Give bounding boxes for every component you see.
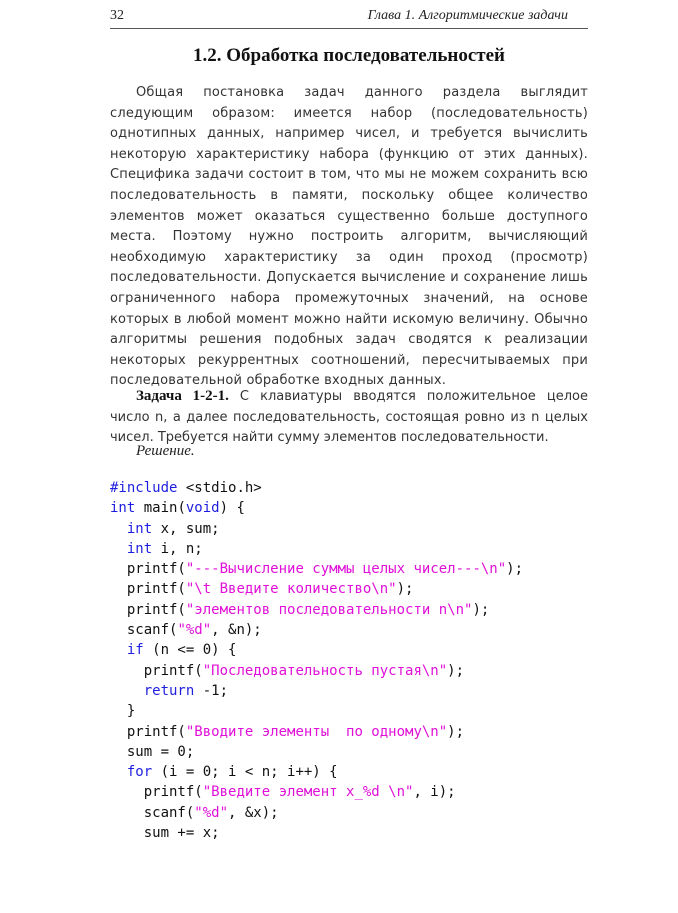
- code-token: }: [126, 703, 136, 720]
- code-token: printf(: [126, 723, 186, 740]
- code-token: sum = 0;: [126, 743, 195, 760]
- code-token: (i = 0; i < n; i++) {: [152, 764, 338, 781]
- code-keyword: void: [185, 500, 220, 517]
- code-string: "элементов последовательности n\n": [185, 601, 473, 618]
- code-token: , &n);: [211, 622, 262, 639]
- code-line: [110, 661, 588, 681]
- code-line: [110, 579, 588, 599]
- code-token: <stdio.h>: [177, 480, 262, 496]
- code-keyword: for: [126, 764, 153, 781]
- code-keyword: #include: [110, 480, 178, 496]
- page-header: [110, 6, 588, 29]
- code-string: "Введите элемент x_%d \n": [202, 784, 414, 801]
- code-token: -1;: [194, 682, 229, 699]
- code-token: printf(: [143, 784, 203, 801]
- solution-label: Решение.: [136, 443, 195, 459]
- code-token: printf(: [126, 561, 186, 578]
- task-text: С клавиатуры вводятся положительное целое число n, а далее последовательность, состоящая ровно из n целых чисел. Требуется найти сумму элементов последовательности.: [110, 389, 588, 446]
- code-line: [110, 640, 588, 660]
- task-label: Задача 1-2-1.: [136, 388, 229, 404]
- code-line: [110, 722, 588, 742]
- code-line: [110, 782, 588, 802]
- code-token: , &x);: [228, 804, 279, 821]
- code-string: "\t Введите количество\n": [185, 581, 397, 598]
- code-string: "%d": [177, 622, 212, 639]
- section-title: 1.2. Обработка последовательностей: [192, 45, 506, 66]
- code-keyword: if: [126, 642, 144, 659]
- code-keyword: return: [143, 682, 195, 699]
- intro-paragraph: [110, 83, 588, 392]
- code-token: printf(: [143, 662, 203, 679]
- code-token: );: [447, 723, 465, 740]
- code-keyword: int: [126, 520, 153, 537]
- code-line: [110, 701, 588, 721]
- code-token: );: [396, 581, 414, 598]
- code-token: scanf(: [126, 622, 178, 639]
- code-line: [110, 620, 588, 640]
- code-keyword: int: [126, 540, 153, 557]
- code-line: [110, 519, 588, 539]
- code-token: printf(: [126, 601, 186, 618]
- code-listing: [110, 478, 588, 843]
- code-token: );: [472, 601, 490, 618]
- code-token: , i);: [413, 784, 456, 801]
- code-token: i, n;: [152, 540, 203, 557]
- code-token: printf(: [126, 581, 186, 598]
- intro-text: Общая постановка задач данного раздела выглядит следующим образом: имеется набор (последовательность) однотипных данных, например чисел, и требуется вычислить некоторую характеристику набора (функцию от этих данных). Специфика задачи состоит в том, что мы не можем сохранить всю последовательность в памяти, поскольку общее количество элементов может оказаться существенно больше доступного места. Поэтому нужно построить алгоритм, вычисляющий необходимую характеристику за один проход (просмотр) последовательности. Допускается вычисление и сохранение лишь ограниченного набора промежуточных значений, на основе которых в любой момент можно найти искомую величину. Обычно алгоритмы решения подобных задач сводятся к реализации некоторых рекуррентных соотношений, пересчитываемых при последовательной обработке входных данных.: [110, 85, 588, 389]
- code-token: (n <= 0) {: [143, 642, 237, 659]
- code-line: [110, 539, 588, 559]
- code-token: );: [506, 561, 524, 578]
- code-line: [110, 762, 588, 782]
- code-line: [110, 803, 588, 823]
- task-statement: [110, 386, 588, 449]
- code-token: );: [447, 662, 465, 679]
- code-line: [110, 498, 588, 518]
- page-number: 32: [110, 8, 124, 23]
- code-token: ) {: [219, 500, 245, 517]
- code-line: [110, 478, 588, 498]
- code-line: [110, 559, 588, 579]
- code-line: [110, 823, 588, 843]
- code-string: "Последовательность пустая\n": [202, 662, 448, 679]
- code-token: x, sum;: [152, 520, 220, 537]
- code-string: "---Вычисление суммы целых чисел---\n": [185, 561, 507, 578]
- code-string: "%d": [194, 804, 229, 821]
- code-string: "Вводите элементы по одному\n": [185, 723, 448, 740]
- running-title: Глава 1. Алгоритмические задачи: [367, 8, 568, 23]
- code-line: [110, 742, 588, 762]
- code-token: sum += x;: [143, 825, 220, 842]
- code-keyword: int: [110, 500, 136, 517]
- code-line: [110, 681, 588, 701]
- code-token: scanf(: [143, 804, 195, 821]
- task-paragraph: [110, 386, 588, 449]
- code-line: [110, 600, 588, 620]
- code-token: main(: [135, 500, 186, 517]
